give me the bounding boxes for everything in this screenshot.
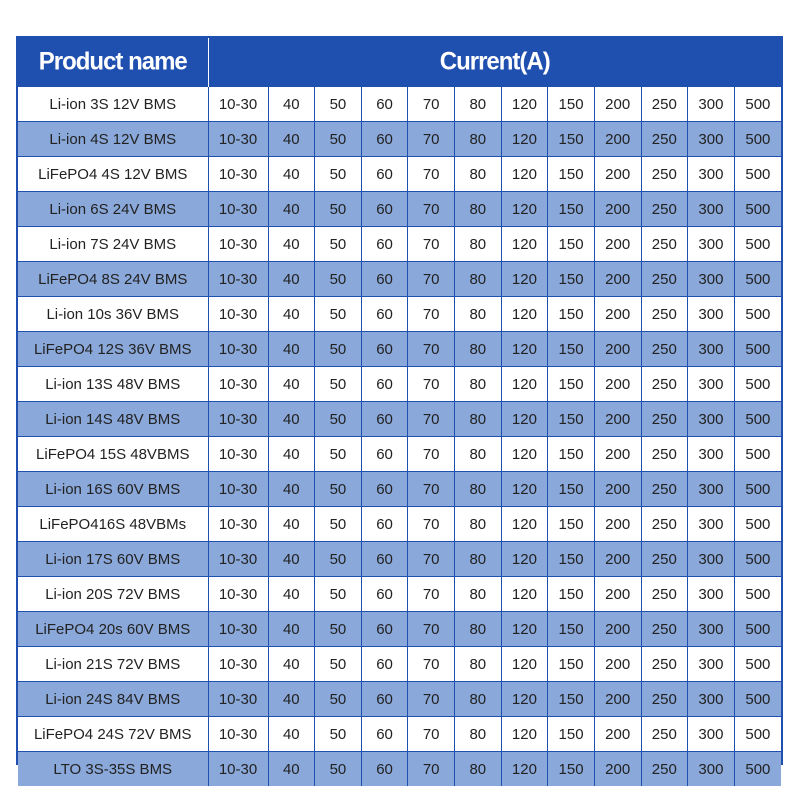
product-name-cell: Li-ion 20S 72V BMS xyxy=(18,577,208,612)
current-value-cell: 70 xyxy=(408,752,455,787)
current-value-cell: 40 xyxy=(268,647,315,682)
table-row xyxy=(18,612,781,647)
product-name-cell: LTO 3S-35S BMS xyxy=(18,752,208,787)
current-value-cell: 250 xyxy=(641,87,688,122)
current-value-cell: 40 xyxy=(268,577,315,612)
current-value-cell: 300 xyxy=(688,332,735,367)
current-value-cell: 300 xyxy=(688,87,735,122)
current-value-cell: 150 xyxy=(548,717,595,752)
current-value-cell: 300 xyxy=(688,752,735,787)
current-value-cell: 60 xyxy=(361,437,408,472)
current-value-cell: 120 xyxy=(501,577,548,612)
current-value-cell: 50 xyxy=(315,437,362,472)
current-value-cell: 80 xyxy=(455,437,502,472)
current-value-cell: 500 xyxy=(734,507,781,542)
current-value-cell: 80 xyxy=(455,332,502,367)
current-value-cell: 50 xyxy=(315,262,362,297)
current-value-cell: 500 xyxy=(734,647,781,682)
current-value-cell: 50 xyxy=(315,227,362,262)
current-value-cell: 70 xyxy=(408,717,455,752)
current-value-cell: 200 xyxy=(594,332,641,367)
current-value-cell: 150 xyxy=(548,332,595,367)
current-value-cell: 500 xyxy=(734,472,781,507)
current-value-cell: 200 xyxy=(594,577,641,612)
current-value-cell: 80 xyxy=(455,577,502,612)
current-value-cell: 150 xyxy=(548,752,595,787)
current-value-cell: 250 xyxy=(641,332,688,367)
current-value-cell: 500 xyxy=(734,332,781,367)
current-value-cell: 500 xyxy=(734,717,781,752)
current-value-cell: 40 xyxy=(268,157,315,192)
current-value-cell: 300 xyxy=(688,577,735,612)
current-value-cell: 500 xyxy=(734,542,781,577)
current-value-cell: 120 xyxy=(501,332,548,367)
current-value-cell: 60 xyxy=(361,612,408,647)
product-name-header: Product name xyxy=(18,38,208,87)
current-value-cell: 200 xyxy=(594,192,641,227)
product-name-cell: LiFePO416S 48VBMs xyxy=(18,507,208,542)
current-value-cell: 150 xyxy=(548,157,595,192)
current-value-cell: 60 xyxy=(361,192,408,227)
current-value-cell: 10-30 xyxy=(208,297,268,332)
current-value-cell: 10-30 xyxy=(208,717,268,752)
current-value-cell: 120 xyxy=(501,122,548,157)
current-value-cell: 40 xyxy=(268,682,315,717)
current-value-cell: 250 xyxy=(641,507,688,542)
current-value-cell: 300 xyxy=(688,227,735,262)
current-value-cell: 60 xyxy=(361,157,408,192)
current-value-cell: 500 xyxy=(734,612,781,647)
current-value-cell: 250 xyxy=(641,192,688,227)
current-value-cell: 250 xyxy=(641,612,688,647)
current-value-cell: 10-30 xyxy=(208,752,268,787)
current-value-cell: 500 xyxy=(734,437,781,472)
current-value-cell: 150 xyxy=(548,192,595,227)
product-name-cell: Li-ion 6S 24V BMS xyxy=(18,192,208,227)
current-value-cell: 150 xyxy=(548,402,595,437)
current-value-cell: 70 xyxy=(408,87,455,122)
current-value-cell: 50 xyxy=(315,612,362,647)
table-row xyxy=(18,297,781,332)
current-value-cell: 40 xyxy=(268,192,315,227)
current-value-cell: 500 xyxy=(734,367,781,402)
current-value-cell: 50 xyxy=(315,87,362,122)
table-row xyxy=(18,227,781,262)
product-name-cell: Li-ion 24S 84V BMS xyxy=(18,682,208,717)
current-value-cell: 300 xyxy=(688,262,735,297)
current-value-cell: 70 xyxy=(408,647,455,682)
current-value-cell: 150 xyxy=(548,227,595,262)
current-value-cell: 10-30 xyxy=(208,157,268,192)
current-value-cell: 40 xyxy=(268,297,315,332)
current-value-cell: 120 xyxy=(501,717,548,752)
current-value-cell: 70 xyxy=(408,542,455,577)
current-value-cell: 60 xyxy=(361,262,408,297)
current-value-cell: 40 xyxy=(268,612,315,647)
current-value-cell: 120 xyxy=(501,367,548,402)
product-name-cell: Li-ion 14S 48V BMS xyxy=(18,402,208,437)
current-value-cell: 150 xyxy=(548,87,595,122)
current-value-cell: 300 xyxy=(688,647,735,682)
current-value-cell: 40 xyxy=(268,87,315,122)
current-value-cell: 250 xyxy=(641,297,688,332)
current-value-cell: 10-30 xyxy=(208,647,268,682)
current-value-cell: 40 xyxy=(268,752,315,787)
current-value-cell: 50 xyxy=(315,717,362,752)
table-row xyxy=(18,87,781,122)
current-value-cell: 80 xyxy=(455,647,502,682)
current-value-cell: 10-30 xyxy=(208,122,268,157)
current-value-cell: 250 xyxy=(641,402,688,437)
current-value-cell: 40 xyxy=(268,227,315,262)
current-value-cell: 300 xyxy=(688,367,735,402)
current-value-cell: 10-30 xyxy=(208,577,268,612)
current-value-cell: 60 xyxy=(361,122,408,157)
current-value-cell: 50 xyxy=(315,332,362,367)
current-value-cell: 500 xyxy=(734,577,781,612)
current-value-cell: 300 xyxy=(688,472,735,507)
table-row xyxy=(18,367,781,402)
current-value-cell: 300 xyxy=(688,157,735,192)
current-value-cell: 250 xyxy=(641,472,688,507)
product-name-cell: Li-ion 21S 72V BMS xyxy=(18,647,208,682)
current-value-cell: 50 xyxy=(315,157,362,192)
current-value-cell: 200 xyxy=(594,682,641,717)
current-value-cell: 10-30 xyxy=(208,262,268,297)
product-name-cell: Li-ion 13S 48V BMS xyxy=(18,367,208,402)
current-value-cell: 500 xyxy=(734,682,781,717)
current-value-cell: 50 xyxy=(315,367,362,402)
current-value-cell: 70 xyxy=(408,122,455,157)
table-row xyxy=(18,192,781,227)
current-value-cell: 80 xyxy=(455,192,502,227)
current-value-cell: 250 xyxy=(641,122,688,157)
current-value-cell: 80 xyxy=(455,507,502,542)
current-value-cell: 10-30 xyxy=(208,682,268,717)
current-value-cell: 60 xyxy=(361,332,408,367)
product-name-cell: Li-ion 17S 60V BMS xyxy=(18,542,208,577)
current-value-cell: 120 xyxy=(501,437,548,472)
current-value-cell: 10-30 xyxy=(208,542,268,577)
current-value-cell: 40 xyxy=(268,402,315,437)
current-value-cell: 150 xyxy=(548,507,595,542)
current-value-cell: 300 xyxy=(688,122,735,157)
current-value-cell: 80 xyxy=(455,752,502,787)
current-value-cell: 50 xyxy=(315,682,362,717)
current-value-cell: 300 xyxy=(688,612,735,647)
current-value-cell: 80 xyxy=(455,682,502,717)
table-row xyxy=(18,752,781,787)
current-value-cell: 40 xyxy=(268,437,315,472)
current-value-cell: 50 xyxy=(315,402,362,437)
current-value-cell: 10-30 xyxy=(208,192,268,227)
current-value-cell: 10-30 xyxy=(208,332,268,367)
current-value-cell: 120 xyxy=(501,402,548,437)
table-row xyxy=(18,542,781,577)
product-current-table xyxy=(18,38,781,786)
product-name-cell: LiFePO4 15S 48VBMS xyxy=(18,437,208,472)
current-value-cell: 70 xyxy=(408,332,455,367)
current-value-cell: 50 xyxy=(315,472,362,507)
current-value-cell: 10-30 xyxy=(208,402,268,437)
current-value-cell: 200 xyxy=(594,472,641,507)
current-value-cell: 120 xyxy=(501,752,548,787)
product-name-cell: LiFePO4 20s 60V BMS xyxy=(18,612,208,647)
current-value-cell: 200 xyxy=(594,122,641,157)
current-value-cell: 40 xyxy=(268,542,315,577)
current-value-cell: 60 xyxy=(361,402,408,437)
current-value-cell: 10-30 xyxy=(208,437,268,472)
current-value-cell: 50 xyxy=(315,647,362,682)
current-value-cell: 80 xyxy=(455,157,502,192)
current-value-cell: 150 xyxy=(548,472,595,507)
product-name-cell: LiFePO4 12S 36V BMS xyxy=(18,332,208,367)
current-value-cell: 120 xyxy=(501,227,548,262)
current-value-cell: 200 xyxy=(594,437,641,472)
bms-current-table xyxy=(16,36,783,778)
current-value-cell: 150 xyxy=(548,122,595,157)
current-value-cell: 500 xyxy=(734,227,781,262)
current-value-cell: 60 xyxy=(361,647,408,682)
current-value-cell: 200 xyxy=(594,507,641,542)
current-value-cell: 150 xyxy=(548,577,595,612)
current-value-cell: 250 xyxy=(641,262,688,297)
table-row xyxy=(18,157,781,192)
current-value-cell: 80 xyxy=(455,262,502,297)
current-value-cell: 250 xyxy=(641,227,688,262)
current-value-cell: 500 xyxy=(734,262,781,297)
product-name-cell: LiFePO4 24S 72V BMS xyxy=(18,717,208,752)
current-value-cell: 120 xyxy=(501,297,548,332)
current-value-cell: 50 xyxy=(315,122,362,157)
current-value-cell: 80 xyxy=(455,402,502,437)
table-row xyxy=(18,402,781,437)
current-value-cell: 120 xyxy=(501,682,548,717)
current-value-cell: 150 xyxy=(548,647,595,682)
product-name-cell: Li-ion 16S 60V BMS xyxy=(18,472,208,507)
table-row xyxy=(18,437,781,472)
current-value-cell: 200 xyxy=(594,402,641,437)
table-header-row xyxy=(18,38,781,87)
current-value-cell: 200 xyxy=(594,542,641,577)
current-value-cell: 40 xyxy=(268,122,315,157)
current-value-cell: 60 xyxy=(361,542,408,577)
table-row xyxy=(18,472,781,507)
current-value-cell: 300 xyxy=(688,437,735,472)
current-value-cell: 60 xyxy=(361,87,408,122)
current-value-cell: 300 xyxy=(688,717,735,752)
current-value-cell: 200 xyxy=(594,717,641,752)
product-name-cell: Li-ion 3S 12V BMS xyxy=(18,87,208,122)
current-value-cell: 150 xyxy=(548,682,595,717)
current-value-cell: 200 xyxy=(594,157,641,192)
current-value-cell: 300 xyxy=(688,192,735,227)
current-value-cell: 70 xyxy=(408,297,455,332)
current-value-cell: 200 xyxy=(594,297,641,332)
current-value-cell: 120 xyxy=(501,507,548,542)
current-value-cell: 60 xyxy=(361,507,408,542)
current-value-cell: 40 xyxy=(268,717,315,752)
current-value-cell: 120 xyxy=(501,87,548,122)
current-value-cell: 500 xyxy=(734,402,781,437)
product-name-cell: Li-ion 7S 24V BMS xyxy=(18,227,208,262)
current-value-cell: 80 xyxy=(455,542,502,577)
current-value-cell: 70 xyxy=(408,472,455,507)
table-row xyxy=(18,262,781,297)
current-value-cell: 50 xyxy=(315,542,362,577)
current-value-cell: 250 xyxy=(641,542,688,577)
table-row xyxy=(18,332,781,367)
current-value-cell: 70 xyxy=(408,437,455,472)
current-value-cell: 300 xyxy=(688,542,735,577)
current-value-cell: 50 xyxy=(315,752,362,787)
current-value-cell: 250 xyxy=(641,682,688,717)
current-value-cell: 500 xyxy=(734,122,781,157)
current-value-cell: 40 xyxy=(268,472,315,507)
current-value-cell: 80 xyxy=(455,472,502,507)
current-value-cell: 300 xyxy=(688,402,735,437)
current-value-cell: 80 xyxy=(455,227,502,262)
table-row xyxy=(18,682,781,717)
table-body xyxy=(18,87,781,787)
current-value-cell: 50 xyxy=(315,507,362,542)
current-value-cell: 50 xyxy=(315,192,362,227)
current-value-cell: 40 xyxy=(268,332,315,367)
current-value-cell: 300 xyxy=(688,507,735,542)
table-row xyxy=(18,577,781,612)
current-value-cell: 70 xyxy=(408,227,455,262)
current-value-cell: 200 xyxy=(594,227,641,262)
current-value-cell: 300 xyxy=(688,297,735,332)
current-value-cell: 80 xyxy=(455,297,502,332)
current-value-cell: 250 xyxy=(641,157,688,192)
current-value-cell: 60 xyxy=(361,577,408,612)
current-value-cell: 70 xyxy=(408,262,455,297)
current-value-cell: 250 xyxy=(641,577,688,612)
current-value-cell: 200 xyxy=(594,367,641,402)
current-value-cell: 70 xyxy=(408,507,455,542)
current-value-cell: 250 xyxy=(641,367,688,402)
current-value-cell: 250 xyxy=(641,437,688,472)
current-value-cell: 80 xyxy=(455,367,502,402)
current-value-cell: 120 xyxy=(501,472,548,507)
table-row xyxy=(18,717,781,752)
current-value-cell: 250 xyxy=(641,752,688,787)
current-value-cell: 500 xyxy=(734,87,781,122)
product-name-cell: LiFePO4 4S 12V BMS xyxy=(18,157,208,192)
current-value-cell: 200 xyxy=(594,612,641,647)
current-value-cell: 60 xyxy=(361,297,408,332)
current-value-cell: 60 xyxy=(361,227,408,262)
current-value-cell: 70 xyxy=(408,157,455,192)
current-value-cell: 150 xyxy=(548,437,595,472)
current-value-cell: 60 xyxy=(361,682,408,717)
current-value-cell: 500 xyxy=(734,297,781,332)
current-value-cell: 80 xyxy=(455,612,502,647)
current-value-cell: 10-30 xyxy=(208,507,268,542)
current-value-cell: 120 xyxy=(501,647,548,682)
current-value-cell: 50 xyxy=(315,297,362,332)
current-value-cell: 150 xyxy=(548,367,595,402)
current-value-cell: 150 xyxy=(548,262,595,297)
current-value-cell: 80 xyxy=(455,87,502,122)
current-value-cell: 120 xyxy=(501,192,548,227)
current-value-cell: 70 xyxy=(408,367,455,402)
current-value-cell: 10-30 xyxy=(208,367,268,402)
current-value-cell: 120 xyxy=(501,542,548,577)
table-row xyxy=(18,122,781,157)
table-row xyxy=(18,507,781,542)
current-value-cell: 10-30 xyxy=(208,472,268,507)
current-value-cell: 10-30 xyxy=(208,87,268,122)
current-value-cell: 60 xyxy=(361,367,408,402)
current-value-cell: 70 xyxy=(408,612,455,647)
current-value-cell: 200 xyxy=(594,87,641,122)
current-value-cell: 70 xyxy=(408,577,455,612)
current-value-cell: 120 xyxy=(501,157,548,192)
current-value-cell: 500 xyxy=(734,192,781,227)
current-value-cell: 150 xyxy=(548,297,595,332)
current-value-cell: 80 xyxy=(455,122,502,157)
current-value-cell: 60 xyxy=(361,752,408,787)
current-value-cell: 80 xyxy=(455,717,502,752)
current-value-cell: 150 xyxy=(548,612,595,647)
current-value-cell: 40 xyxy=(268,367,315,402)
current-value-cell: 250 xyxy=(641,717,688,752)
current-value-cell: 500 xyxy=(734,157,781,192)
current-value-cell: 150 xyxy=(548,542,595,577)
current-value-cell: 50 xyxy=(315,577,362,612)
current-value-cell: 200 xyxy=(594,647,641,682)
current-header: Current(A) xyxy=(208,38,781,87)
current-value-cell: 70 xyxy=(408,682,455,717)
current-value-cell: 200 xyxy=(594,752,641,787)
product-name-cell: Li-ion 4S 12V BMS xyxy=(18,122,208,157)
current-value-cell: 60 xyxy=(361,717,408,752)
current-value-cell: 10-30 xyxy=(208,227,268,262)
current-value-cell: 500 xyxy=(734,752,781,787)
current-value-cell: 40 xyxy=(268,262,315,297)
current-value-cell: 40 xyxy=(268,507,315,542)
product-name-cell: LiFePO4 8S 24V BMS xyxy=(18,262,208,297)
current-value-cell: 250 xyxy=(641,647,688,682)
current-value-cell: 300 xyxy=(688,682,735,717)
current-value-cell: 10-30 xyxy=(208,612,268,647)
product-name-cell: Li-ion 10s 36V BMS xyxy=(18,297,208,332)
current-value-cell: 70 xyxy=(408,192,455,227)
current-value-cell: 120 xyxy=(501,612,548,647)
current-value-cell: 60 xyxy=(361,472,408,507)
current-value-cell: 120 xyxy=(501,262,548,297)
current-value-cell: 70 xyxy=(408,402,455,437)
current-value-cell: 200 xyxy=(594,262,641,297)
table-row xyxy=(18,647,781,682)
